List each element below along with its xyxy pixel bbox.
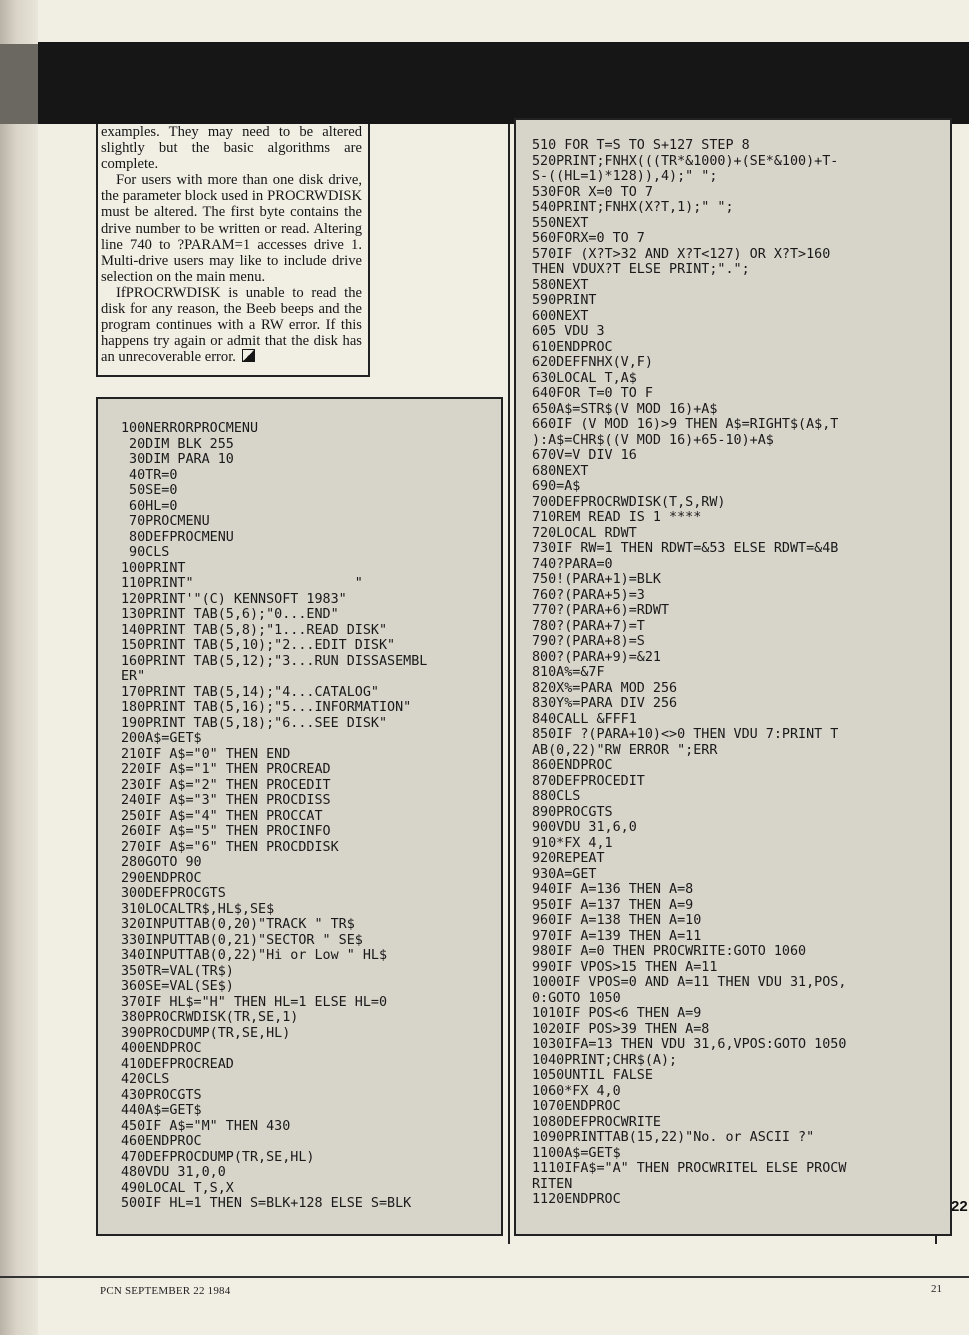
code-line: 120PRINT'"(C) KENNSOFT 1983": [121, 591, 347, 607]
code-line: 530FOR X=0 TO 7: [532, 184, 653, 200]
code-line: 840CALL &FFF1: [532, 711, 637, 727]
code-line: 1000IF VPOS=0 AND A=11 THEN VDU 31,POS,: [532, 975, 847, 990]
code-line: 940IF A=136 THEN A=8: [532, 882, 694, 897]
intro-bottom-rule: [96, 375, 370, 377]
code-line: 590PRINT: [532, 293, 597, 308]
code-line: 400ENDPROC: [121, 1041, 202, 1056]
code-line: 310LOCALTR$,HL$,SE$: [121, 901, 275, 917]
header-black-bar: [38, 42, 969, 124]
left-column-rule: [96, 124, 98, 376]
code-line: 670V=V DIV 16: [532, 448, 637, 463]
code-line: 330INPUTTAB(0,21)"SECTOR " SE$: [121, 932, 363, 948]
code-line: 110PRINT" ": [121, 576, 363, 591]
code-line: 550NEXT: [532, 215, 589, 231]
code-line: 360SE=VAL(SE$): [121, 979, 234, 994]
program-listing-right: [532, 138, 846, 1208]
code-line: 610ENDPROC: [532, 339, 613, 355]
footer-rule: [0, 1276, 969, 1278]
program-listing-left: [121, 421, 427, 1212]
intro-paragraph-3: [101, 285, 362, 365]
code-line: 470DEFPROCDUMP(TR,SE,HL): [121, 1149, 315, 1165]
code-line: 1030IFA=13 THEN VDU 31,6,VPOS:GOTO 1050: [532, 1037, 847, 1052]
code-line: 170PRINT TAB(5,14);"4...CATALOG": [121, 684, 379, 700]
code-line: ER": [121, 669, 146, 684]
code-line: 150PRINT TAB(5,10);"2...EDIT DISK": [121, 638, 396, 653]
intro-text: [101, 124, 362, 365]
code-line: 1090PRINTTAB(15,22)"No. or ASCII ?": [532, 1130, 815, 1145]
code-line: 560FORX=0 TO 7: [532, 231, 645, 246]
side-tab-label: 22: [951, 1198, 968, 1215]
code-line: 280GOTO 90: [121, 855, 202, 870]
code-line: 890PROCGTS: [532, 804, 613, 820]
code-line: 810A%=&7F: [532, 665, 605, 680]
code-line: 970IF A=139 THEN A=11: [532, 928, 702, 944]
code-line: 950IF A=137 THEN A=9: [532, 897, 694, 913]
code-line: 790?(PARA+8)=S: [532, 634, 645, 649]
code-line: 50SE=0: [121, 483, 178, 498]
code-line: 740?PARA=0: [532, 556, 613, 572]
code-line: 60HL=0: [121, 498, 178, 514]
code-line: 190PRINT TAB(5,18);"6...SEE DISK": [121, 715, 388, 731]
code-line: 240IF A$="3" THEN PROCDISS: [121, 793, 331, 808]
code-line: 450IF A$="M" THEN 430: [121, 1118, 291, 1134]
end-of-article-icon: [242, 349, 255, 362]
code-line: 710REM READ IS 1 ****: [532, 510, 702, 525]
code-line: 100PRINT: [121, 560, 186, 576]
code-line: 960IF A=138 THEN A=10: [532, 913, 702, 928]
code-line: 570IF (X?T>32 AND X?T<127) OR X?T>160: [532, 246, 831, 262]
code-line: 0:GOTO 1050: [532, 990, 621, 1006]
intro-paragraph-3-text: IfPROCRWDISK is unable to read the disk for any reason, the Beeb beeps and the program continues with a RW error. If this happens try again or admit that the disk has an unrecoverable error.: [101, 284, 362, 366]
code-line: 70PROCMENU: [121, 514, 210, 529]
code-line: 990IF VPOS>15 THEN A=11: [532, 959, 718, 975]
code-line: 490LOCAL T,S,X: [121, 1180, 234, 1196]
code-line: 300DEFPROCGTS: [121, 886, 226, 901]
code-line: 640FOR T=0 TO F: [532, 386, 653, 401]
code-line: 520PRINT;FNHX(((TR*&1000)+(SE*&100)+T-: [532, 153, 839, 169]
code-line: 870DEFPROCEDIT: [532, 773, 645, 789]
code-line: 760?(PARA+5)=3: [532, 587, 645, 603]
code-line: 1060*FX 4,0: [532, 1083, 621, 1099]
code-line: 600NEXT: [532, 308, 589, 324]
code-line: 770?(PARA+6)=RDWT: [532, 603, 670, 618]
code-line: 820X%=PARA MOD 256: [532, 680, 678, 696]
footer-publication: PCN SEPTEMBER 22 1984: [100, 1285, 231, 1297]
code-line: 980IF A=0 THEN PROCWRITE:GOTO 1060: [532, 944, 807, 959]
code-line: 690=A$: [532, 479, 581, 494]
code-line: 605 VDU 3: [532, 324, 605, 339]
code-line: 800?(PARA+9)=&21: [532, 649, 661, 665]
code-line: 320INPUTTAB(0,20)"TRACK " TR$: [121, 917, 355, 932]
code-line: 580NEXT: [532, 277, 589, 293]
code-line: 1010IF POS<6 THEN A=9: [532, 1006, 702, 1021]
code-line: S-((HL=1)*128)),4);" ";: [532, 169, 718, 184]
code-line: 1020IF POS>39 THEN A=8: [532, 1021, 710, 1037]
code-line: 20DIM BLK 255: [121, 436, 234, 452]
code-line: 920REPEAT: [532, 851, 605, 866]
code-line: 160PRINT TAB(5,12);"3...RUN DISSASEMBL: [121, 653, 428, 669]
code-line: 500IF HL=1 THEN S=BLK+128 ELSE S=BLK: [121, 1196, 412, 1211]
code-line: 230IF A$="2" THEN PROCEDIT: [121, 777, 331, 793]
code-line: THEN VDUX?T ELSE PRINT;".";: [532, 262, 750, 277]
code-line: RITEN: [532, 1176, 573, 1192]
intro-paragraph-1: examples. They may need to be altered slightly but the basic algorithms are complete.: [101, 124, 362, 173]
code-line: 460ENDPROC: [121, 1134, 202, 1149]
code-line: 680NEXT: [532, 463, 589, 479]
code-line: 720LOCAL RDWT: [532, 525, 637, 541]
code-line: 30DIM PARA 10: [121, 452, 234, 467]
code-line: 930A=GET: [532, 866, 597, 882]
code-line: 730IF RW=1 THEN RDWT=&53 ELSE RDWT=&4B: [532, 541, 839, 556]
code-line: 380PROCRWDISK(TR,SE,1): [121, 1010, 299, 1025]
code-line: ):A$=CHR$((V MOD 16)+65-10)+A$: [532, 432, 774, 448]
code-line: 290ENDPROC: [121, 870, 202, 886]
code-line: 510 FOR T=S TO S+127 STEP 8: [532, 138, 750, 153]
code-line: 1070ENDPROC: [532, 1099, 621, 1114]
code-line: AB(0,22)"RW ERROR ";ERR: [532, 742, 718, 758]
code-line: 480VDU 31,0,0: [121, 1165, 226, 1180]
code-line: 260IF A$="5" THEN PROCINFO: [121, 824, 331, 839]
code-line: 80DEFPROCMENU: [121, 529, 234, 545]
code-line: 620DEFFNHX(V,F): [532, 355, 653, 370]
footer-page-number: 21: [931, 1283, 942, 1295]
code-line: 910*FX 4,1: [532, 835, 613, 851]
code-line: 340INPUTTAB(0,22)"Hi or Low " HL$: [121, 948, 388, 963]
intro-paragraph-2: For users with more than one disk drive, the parameter block used in PROCRWDISK must be altered. The first byte contains the drive number to be written or read. Altering line 740 to ?PARAM=1 accesses drive 1. Multi-drive users may like to include drive selection on the main menu.: [101, 172, 362, 285]
code-line: 1110IFA$="A" THEN PROCWRITEL ELSE PROCW: [532, 1161, 847, 1176]
code-line: 780?(PARA+7)=T: [532, 618, 645, 634]
code-line: 390PROCDUMP(TR,SE,HL): [121, 1025, 291, 1041]
code-line: 1120ENDPROC: [532, 1192, 621, 1207]
code-line: 350TR=VAL(TR$): [121, 963, 234, 979]
code-line: 880CLS: [532, 789, 581, 804]
code-line: 700DEFPROCRWDISK(T,S,RW): [532, 494, 726, 510]
code-line: 420CLS: [121, 1072, 170, 1087]
code-line: 1100A$=GET$: [532, 1145, 621, 1161]
code-line: 40TR=0: [121, 467, 178, 483]
page-spine-shadow: [0, 0, 38, 1335]
spine-dark-band: [0, 44, 38, 124]
code-line: 130PRINT TAB(5,6);"0...END": [121, 607, 339, 622]
code-line: 410DEFPROCREAD: [121, 1056, 234, 1072]
code-line: 370IF HL$="H" THEN HL=1 ELSE HL=0: [121, 994, 388, 1010]
code-line: 180PRINT TAB(5,16);"5...INFORMATION": [121, 700, 412, 715]
code-line: 100NERRORPROCMENU: [121, 421, 259, 436]
code-line: 860ENDPROC: [532, 758, 613, 773]
code-line: 660IF (V MOD 16)>9 THEN A$=RIGHT$(A$,T: [532, 417, 839, 432]
code-line: 270IF A$="6" THEN PROCDDISK: [121, 839, 339, 855]
intro-right-rule: [368, 124, 370, 376]
code-line: 440A$=GET$: [121, 1103, 202, 1118]
code-line: 850IF ?(PARA+10)<>0 THEN VDU 7:PRINT T: [532, 727, 839, 742]
code-line: 830Y%=PARA DIV 256: [532, 696, 678, 711]
code-line: 1080DEFPROCWRITE: [532, 1114, 661, 1130]
code-line: 650A$=STR$(V MOD 16)+A$: [532, 401, 718, 417]
center-column-rule: [508, 124, 510, 1244]
code-line: 140PRINT TAB(5,8);"1...READ DISK": [121, 622, 388, 638]
code-line: 900VDU 31,6,0: [532, 820, 637, 835]
code-line: 250IF A$="4" THEN PROCCAT: [121, 808, 323, 824]
code-line: 210IF A$="0" THEN END: [121, 746, 291, 762]
code-line: 1050UNTIL FALSE: [532, 1068, 653, 1083]
code-line: 200A$=GET$: [121, 731, 202, 746]
code-line: 750!(PARA+1)=BLK: [532, 572, 661, 587]
code-line: 220IF A$="1" THEN PROCREAD: [121, 762, 331, 777]
code-line: 630LOCAL T,A$: [532, 370, 637, 386]
code-line: 430PROCGTS: [121, 1087, 202, 1103]
code-line: 90CLS: [121, 545, 170, 560]
code-line: 540PRINT;FNHX(X?T,1);" ";: [532, 200, 734, 215]
code-line: 1040PRINT;CHR$(A);: [532, 1052, 678, 1068]
